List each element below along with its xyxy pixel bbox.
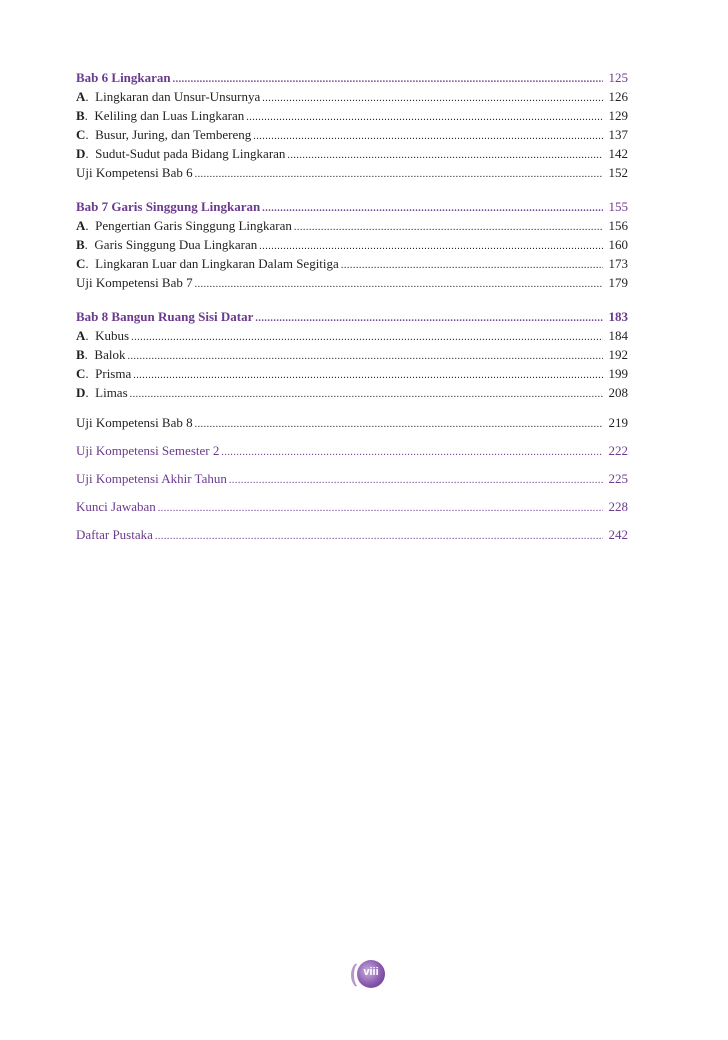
toc-item[interactable]: A. Lingkaran dan Unsur-Unsurnya ..... 126: [76, 89, 628, 108]
dot-leader: [127, 349, 603, 365]
dot-leader: [262, 91, 603, 107]
folio: viii: [363, 966, 379, 978]
dot-leader: [221, 445, 603, 461]
dot-leader: [246, 110, 603, 126]
toc-uji-akhir-tahun[interactable]: [76, 471, 628, 490]
toc-item[interactable]: C. Lingkaran Luar dan Lingkaran Dalam Segitiga ..... 173: [76, 256, 628, 275]
page-number: 156: [608, 218, 628, 233]
dot-leader: [259, 239, 603, 255]
toc-chapter-8[interactable]: [76, 309, 628, 328]
page-number-badge: [351, 960, 387, 988]
dot-leader: [262, 201, 603, 217]
dot-leader: [130, 387, 603, 403]
page-number: 192: [608, 347, 628, 362]
item-letter: A: [76, 328, 86, 343]
dot-leader: [158, 501, 603, 517]
dot-leader: [341, 258, 603, 274]
page-number: 208: [608, 385, 628, 400]
toc-chapter-7[interactable]: [76, 199, 628, 218]
table-of-contents: [76, 70, 628, 546]
item-title: Limas: [95, 385, 128, 400]
item-letter: D: [76, 385, 86, 400]
toc-item[interactable]: A. Kubus ..... 184: [76, 328, 628, 347]
item-title: Kunci Jawaban: [76, 499, 156, 514]
item-title: Busur, Juring, dan Tembereng: [95, 127, 252, 142]
chapter-title: Bab 6 Lingkaran: [76, 70, 171, 85]
item-letter: D: [76, 146, 86, 161]
dot-leader: [195, 277, 603, 293]
toc-uji-bab-6[interactable]: [76, 165, 628, 184]
page-number: 199: [608, 366, 628, 381]
item-title: Uji Kompetensi Bab 8: [76, 415, 193, 430]
item-title: Uji Kompetensi Semester 2: [76, 443, 220, 458]
item-title: Garis Singgung Dua Lingkaran: [94, 237, 258, 252]
page-number: 125: [608, 70, 628, 85]
page-number: 155: [608, 199, 628, 214]
item-letter: B: [76, 108, 85, 123]
toc-item[interactable]: D. Sudut-Sudut pada Bidang Lingkaran ..... 142: [76, 146, 628, 165]
item-title: Sudut-Sudut pada Bidang Lingkaran: [95, 146, 286, 161]
item-letter: A: [76, 89, 86, 104]
toc-chapter-6[interactable]: [76, 70, 628, 89]
item-letter: C: [76, 127, 86, 142]
toc-uji-semester-2[interactable]: [76, 443, 628, 462]
dot-leader: [155, 529, 603, 545]
toc-item[interactable]: A. Pengertian Garis Singgung Lingkaran ..... 156: [76, 218, 628, 237]
item-title: Lingkaran dan Unsur-Unsurnya: [95, 89, 261, 104]
toc-item[interactable]: B. Balok ..... 192: [76, 347, 628, 366]
page-number: 137: [608, 127, 628, 142]
item-title: Kubus: [95, 328, 130, 343]
page-number: 183: [608, 309, 628, 324]
page-number: 225: [608, 471, 628, 486]
page-number: 126: [608, 89, 628, 104]
dot-leader: [195, 167, 603, 183]
item-title: Uji Kompetensi Akhir Tahun: [76, 471, 227, 486]
dot-leader: [255, 311, 603, 327]
chapter-title: Bab 8 Bangun Ruang Sisi Datar: [76, 309, 254, 324]
page-number: 160: [608, 237, 628, 252]
page-number: 222: [608, 443, 628, 458]
dot-leader: [253, 129, 603, 145]
item-title: Pengertian Garis Singgung Lingkaran: [95, 218, 292, 233]
item-letter: B: [76, 237, 85, 252]
item-title: Prisma: [95, 366, 132, 381]
toc-item[interactable]: C. Busur, Juring, dan Tembereng ..... 137: [76, 127, 628, 146]
item-title: Daftar Pustaka: [76, 527, 153, 542]
toc-item[interactable]: C. Prisma ..... 199: [76, 366, 628, 385]
item-title: Balok: [94, 347, 126, 362]
toc-uji-bab-8[interactable]: [76, 415, 628, 434]
dot-leader: [294, 220, 603, 236]
item-letter: B: [76, 347, 85, 362]
item-title: Keliling dan Luas Lingkaran: [94, 108, 245, 123]
page-number: 173: [608, 256, 628, 271]
toc-daftar-pustaka[interactable]: [76, 527, 628, 546]
toc-kunci-jawaban[interactable]: [76, 499, 628, 518]
chapter-title: Bab 7 Garis Singgung Lingkaran: [76, 199, 261, 214]
page-number: 228: [608, 499, 628, 514]
toc-uji-bab-7[interactable]: [76, 275, 628, 294]
page-number: 219: [608, 415, 628, 430]
toc-item[interactable]: B. Keliling dan Luas Lingkaran ..... 129: [76, 108, 628, 127]
dot-leader: [173, 72, 603, 88]
dot-leader: [287, 148, 603, 164]
page-number: 179: [608, 275, 628, 290]
dot-leader: [229, 473, 603, 489]
item-letter: C: [76, 366, 86, 381]
page-number: 129: [608, 108, 628, 123]
page-number: 184: [608, 328, 628, 343]
page-number: 242: [608, 527, 628, 542]
dot-leader: [131, 330, 603, 346]
item-title: Uji Kompetensi Bab 7: [76, 275, 193, 290]
toc-item[interactable]: D. Limas ..... 208: [76, 385, 628, 404]
item-letter: A: [76, 218, 86, 233]
item-letter: C: [76, 256, 86, 271]
page-number: 142: [608, 146, 628, 161]
item-title: Lingkaran Luar dan Lingkaran Dalam Segitiga: [95, 256, 339, 271]
item-title: Uji Kompetensi Bab 6: [76, 165, 193, 180]
dot-leader: [195, 417, 603, 433]
page-number: 152: [608, 165, 628, 180]
toc-item[interactable]: B. Garis Singgung Dua Lingkaran ..... 160: [76, 237, 628, 256]
dot-leader: [133, 368, 603, 384]
